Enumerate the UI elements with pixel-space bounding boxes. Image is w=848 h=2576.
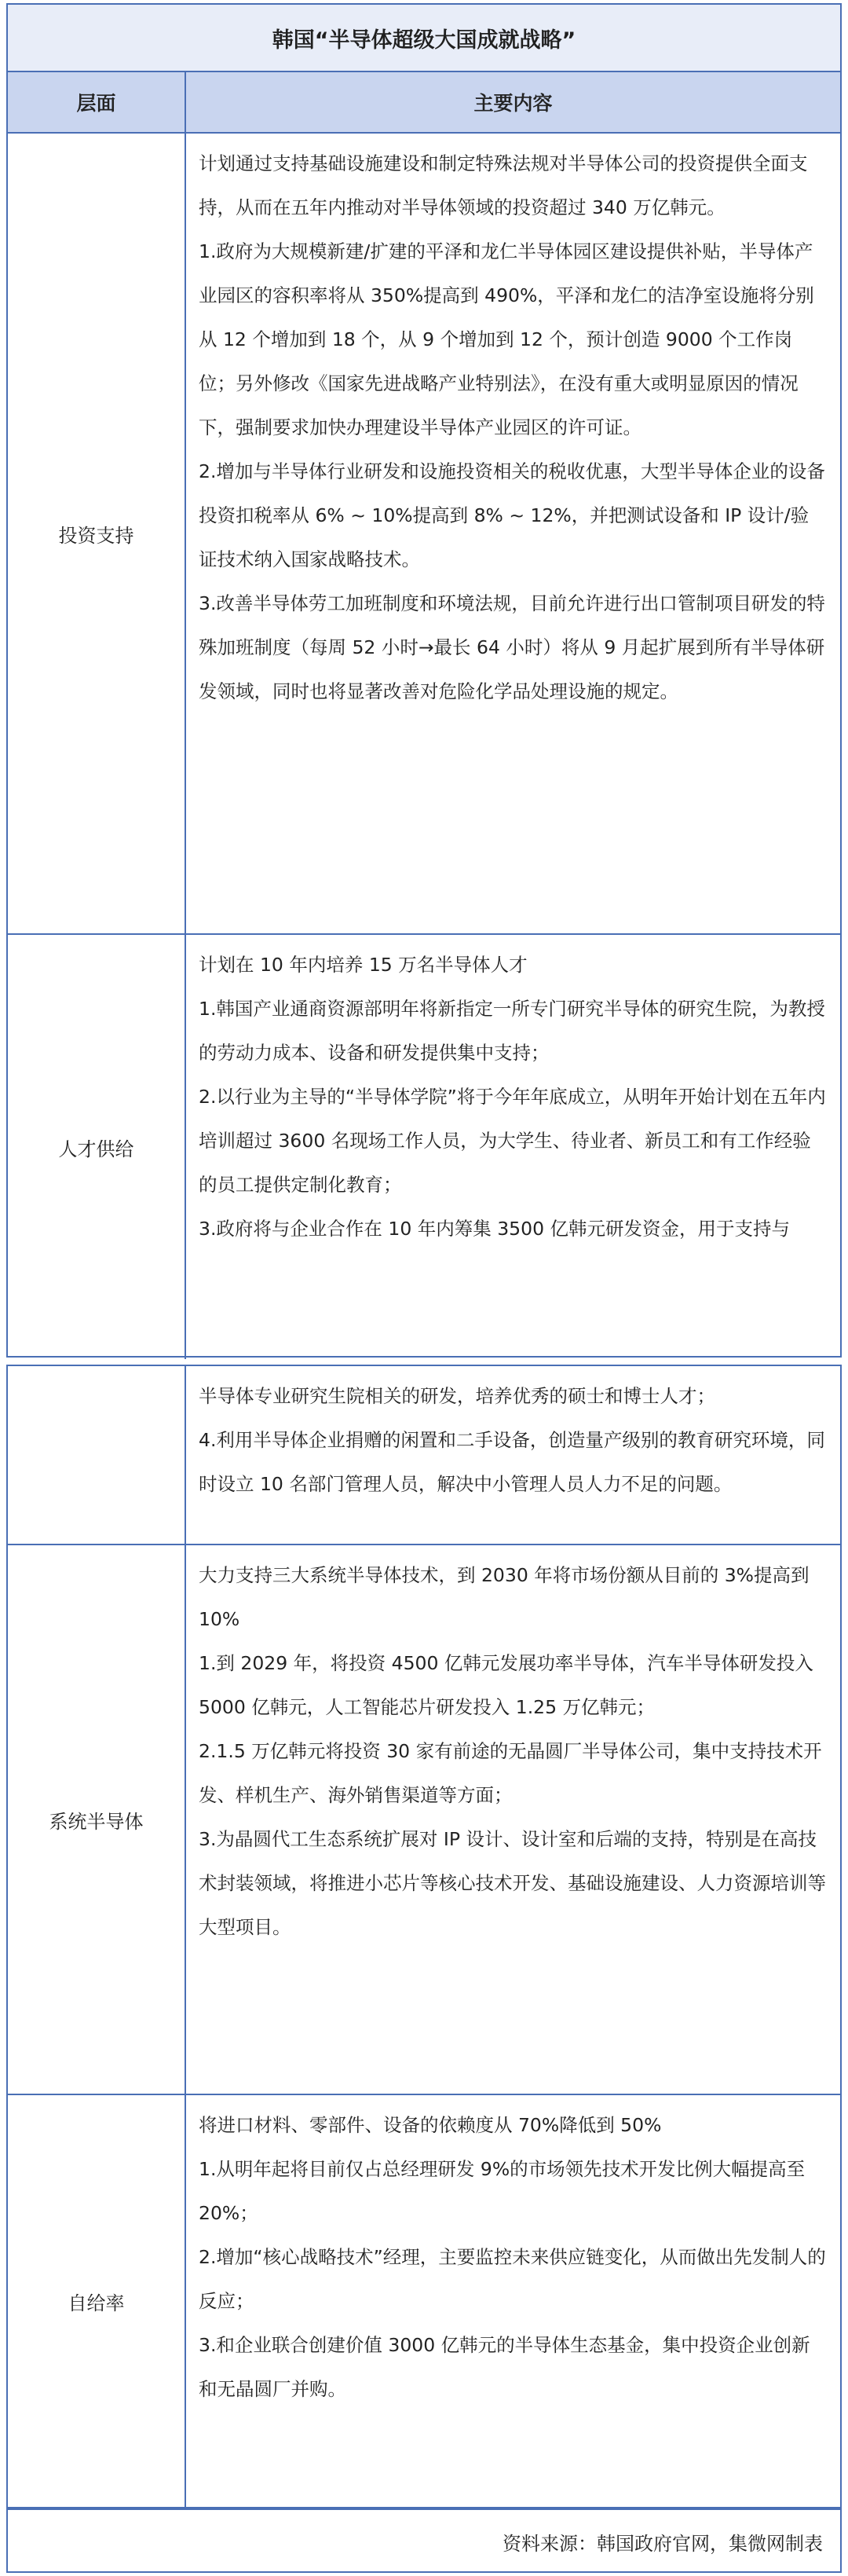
strategy-table-part1 xyxy=(6,3,842,1358)
paragraph: 1.政府为大规模新建/扩建的平泽和龙仁半导体园区建设提供补贴，半导体产业园区的容积率将从 350%提高到 490%，平泽和龙仁的洁净室设施将分别从 12 个增加到 18 个，从 9 个增加到 12 个，预计创造 9000 个工作岗位；另外修改《国家先进战略产业特别法》，在没有重大或明显原因的情况下，强制要求加快办理建设半导体产业园区的许可证。 xyxy=(199,240,814,438)
strategy-table-part2 xyxy=(6,1365,842,2573)
paragraph: 3.改善半导体劳工加班制度和环境法规，目前允许进行出口管制项目研发的特殊加班制度（每周 52 小时→最长 64 小时）将从 9 月起扩展到所有半导体研发领域，同时也将显著改善对危险化学品处理设施的规定。 xyxy=(199,592,825,702)
paragraph: 1.韩国产业通商资源部明年将新指定一所专门研究半导体的研究生院，为教授的劳动力成本、设备和研发提供集中支持； xyxy=(199,998,825,1064)
paragraph: 将进口材料、零部件、设备的依赖度从 70%降低到 50% xyxy=(199,2114,662,2136)
paragraph: 半导体专业研究生院相关的研发，培养优秀的硕士和博士人才； xyxy=(199,1385,715,1407)
header-level: 层面 xyxy=(8,72,186,132)
paragraph: 4.利用半导体企业捐赠的闲置和二手设备，创造量产级别的教育研究环境，同时设立 10 名部门管理人员，解决中小管理人员人力不足的问题。 xyxy=(199,1429,825,1495)
row-content xyxy=(186,1366,840,1544)
paragraph: 1.到 2029 年，将投资 4500 亿韩元发展功率半导体，汽车半导体研发投入 5000 亿韩元，人工智能芯片研发投入 1.25 万亿韩元； xyxy=(199,1652,813,1718)
source-note: 资料来源：韩国政府官网，集微网制表 xyxy=(8,2508,840,2573)
row-label: 系统半导体 xyxy=(8,1545,186,2094)
paragraph: 2.增加与半导体行业研发和设施投资相关的税收优惠，大型半导体企业的设备投资扣税率从 6% ~ 10%提高到 8% ~ 12%，并把测试设备和 IP 设计/验证技术纳入国家战略技术。 xyxy=(199,460,825,570)
row-talent-continued xyxy=(8,1366,840,1545)
row-label: 人才供给 xyxy=(8,935,186,1359)
paragraph: 计划在 10 年内培养 15 万名半导体人才 xyxy=(199,954,528,976)
row-system-semiconductor xyxy=(8,1545,840,2095)
paragraph: 3.和企业联合创建价值 3000 亿韩元的半导体生态基金，集中投资企业创新和无晶圆厂并购。 xyxy=(199,2334,810,2400)
row-label xyxy=(8,1366,186,1544)
paragraph: 2.1.5 万亿韩元将投资 30 家有前途的无晶圆厂半导体公司，集中支持技术开发、样机生产、海外销售渠道等方面； xyxy=(199,1740,822,1806)
row-content xyxy=(186,1545,840,2094)
row-talent xyxy=(8,935,840,1359)
paragraph: 大力支持三大系统半导体技术，到 2030 年将市场份额从目前的 3%提高到 10% xyxy=(199,1564,810,1630)
row-self-sufficiency xyxy=(8,2095,840,2508)
paragraph: 3.为晶圆代工生态系统扩展对 IP 设计、设计室和后端的支持，特别是在高技术封装领域，将推进小芯片等核心技术开发、基础设施建设、人力资源培训等大型项目。 xyxy=(199,1828,826,1938)
paragraph: 1.从明年起将目前仅占总经理研发 9%的市场领先技术开发比例大幅提高至 20%； xyxy=(199,2158,806,2224)
paragraph: 3.政府将与企业合作在 10 年内筹集 3500 亿韩元研发资金，用于支持与 xyxy=(199,1218,791,1240)
paragraph: 计划通过支持基础设施建设和制定特殊法规对半导体公司的投资提供全面支持，从而在五年内推动对半导体领域的投资超过 340 万亿韩元。 xyxy=(199,152,808,218)
paragraph: 2.以行业为主导的“半导体学院”将于今年年底成立，从明年开始计划在五年内培训超过 3600 名现场工作人员，为大学生、待业者、新员工和有工作经验的员工提供定制化教育； xyxy=(199,1086,826,1196)
row-label: 投资支持 xyxy=(8,134,186,933)
paragraph: 2.增加“核心战略技术”经理，主要监控未来供应链变化，从而做出先发制人的反应； xyxy=(199,2246,826,2312)
row-content xyxy=(186,2095,840,2507)
row-label: 自给率 xyxy=(8,2095,186,2507)
header-content: 主要内容 xyxy=(473,92,553,115)
table-title: 韩国“半导体超级大国成就战略” xyxy=(8,5,840,72)
row-content xyxy=(186,134,840,933)
row-investment xyxy=(8,134,840,935)
table-header xyxy=(8,72,840,134)
row-content xyxy=(186,935,840,1359)
